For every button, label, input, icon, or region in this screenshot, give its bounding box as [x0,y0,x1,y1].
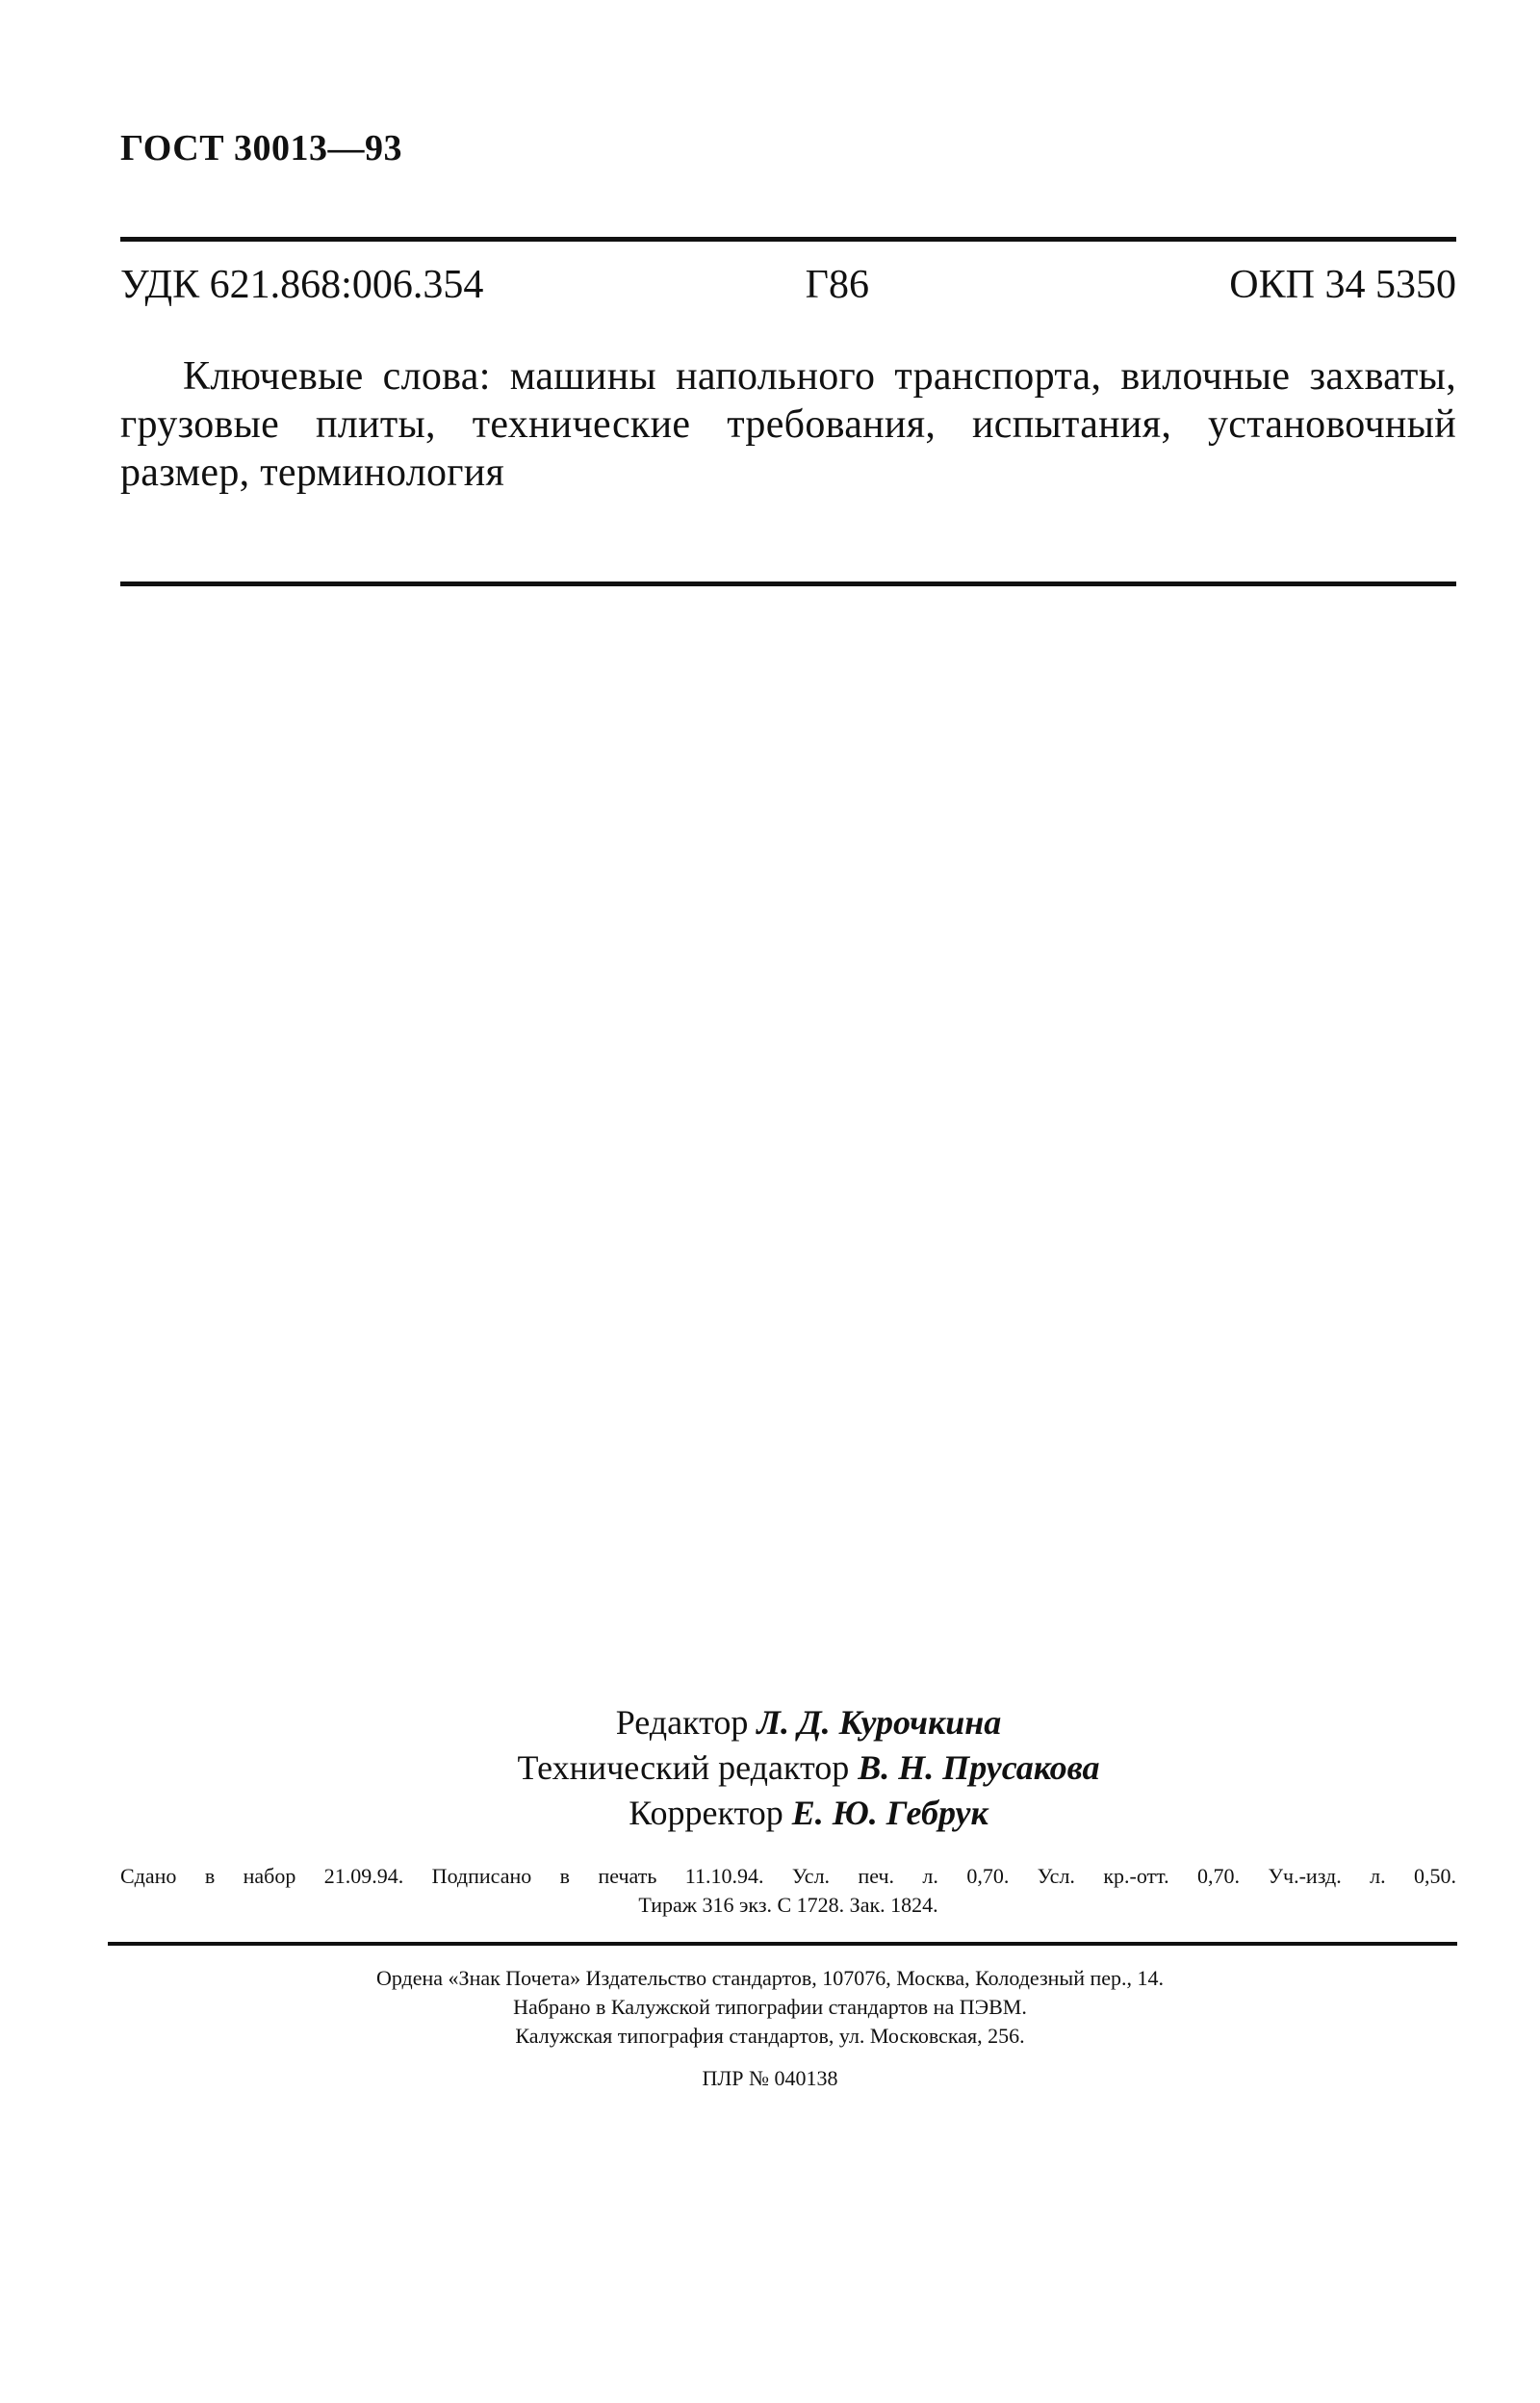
udk-code: УДК 621.868:006.354 [120,263,484,307]
group-code: Г86 [805,263,869,307]
tech-editor-name: В. Н. Прусакова [858,1748,1100,1787]
license-number: ПЛР № 040138 [702,2066,838,2090]
classification-codes-row [120,262,1456,308]
editorial-credits [0,1700,1540,1836]
editor-label: Редактор [615,1703,749,1742]
editor-name: Л. Д. Курочкина [757,1703,1002,1742]
top-divider [120,237,1456,242]
publisher-line-1: Ордена «Знак Почета» Издательство стандартов, 107076, Москва, Колодезный пер., 14. [375,1966,1165,1990]
document-code: ГОСТ 30013—93 [120,128,403,168]
print-information [120,1862,1456,1920]
print-info-line-1: Сдано в набор 21.09.94. Подписано в печать 11.10.94. Усл. печ. л. 0,70. Усл. кр.-отт. 0,70. Уч.-изд. л. 0,50. [120,1864,1456,1888]
keywords-paragraph: Ключевые слова: машины напольного транспорта, вилочные захваты, грузовые плиты, технические требования, испытания, установочный размер, терминология [120,354,1456,495]
corrector-label: Корректор [629,1794,783,1832]
okp-code: ОКП 34 5350 [1229,263,1456,307]
corrector-line [0,1791,1540,1836]
corrector-name: Е. Ю. Гебрук [791,1794,988,1832]
keywords-divider [120,581,1456,586]
publisher-line-2: Набрано в Калужской типографии стандартов на ПЭВМ. [513,1995,1027,2019]
tech-editor-label: Технический редактор [517,1748,850,1787]
editor-line [0,1700,1540,1745]
publisher-divider [108,1942,1457,1946]
tech-editor-line [0,1745,1540,1791]
print-info-line-2: Тираж 316 экз. С 1728. Зак. 1824. [638,1893,938,1917]
publisher-line-3: Калужская типография стандартов, ул. Московская, 256. [515,2024,1025,2048]
publisher-block [0,1964,1540,2093]
